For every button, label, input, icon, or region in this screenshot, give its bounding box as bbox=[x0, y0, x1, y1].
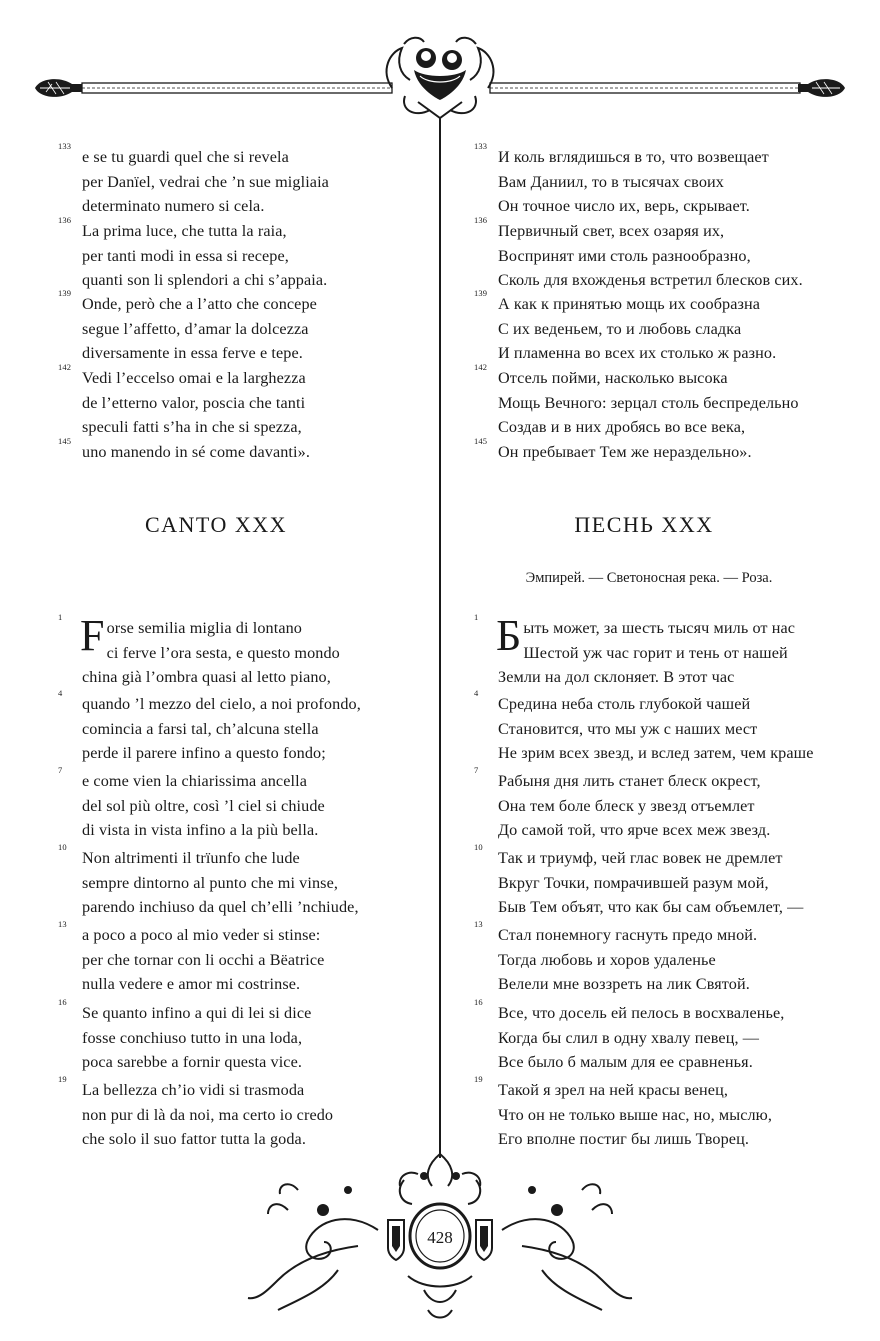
verse-line: 136 Первичный свет, всех озаряя их, bbox=[474, 215, 725, 240]
drop-cap: Б bbox=[496, 611, 522, 660]
line-number: 1 bbox=[58, 612, 63, 622]
verse-line: До самой той, что ярче всех меж звезд. bbox=[498, 821, 771, 840]
verse-line: 1 Б ыть может, за шесть тысяч миль от нас bbox=[474, 611, 796, 660]
verse-line: Вам Даниил, то в тысячах своих bbox=[498, 172, 724, 191]
verse-line: comincia a farsi tal, ch’alcuna stella bbox=[82, 719, 319, 738]
verse-line: Велели мне воззреть на лик Святой. bbox=[498, 975, 750, 994]
verse-line: Что он не только выше нас, но, мыслю, bbox=[498, 1105, 773, 1124]
verse-line: sempre dintorno al punto che mi vinse, bbox=[82, 873, 339, 892]
verse-line: 1 F orse semilia miglia di lontano bbox=[58, 611, 302, 660]
stanza-139 bbox=[58, 288, 408, 366]
stanza-10 bbox=[58, 842, 408, 920]
rope-right bbox=[490, 83, 800, 93]
verse-line: che solo il suo fattor tutta la goda. bbox=[82, 1130, 306, 1149]
right-finial-icon bbox=[798, 79, 845, 97]
line-number: 136 bbox=[58, 215, 72, 225]
verse-line: 4 quando ’l mezzo del cielo, a noi profondo, bbox=[58, 688, 361, 713]
line-number: 4 bbox=[474, 688, 479, 698]
verse-line: Мощь Вечного: зерцал столь беспредельно bbox=[498, 393, 799, 412]
verse-line: 10 Non altrimenti il trïunfo che lude bbox=[58, 842, 300, 867]
rope-left bbox=[82, 83, 392, 93]
verse-line: determinato numero si cela. bbox=[82, 197, 265, 216]
verse-line: 145 Он пребывает Тем же нераздельно». bbox=[474, 436, 752, 461]
line-number: 133 bbox=[474, 141, 488, 151]
verse-line: Вкруг Точки, помрачившей разум мой, bbox=[498, 873, 769, 892]
line-number: 19 bbox=[58, 1074, 67, 1084]
verse-line: 139 Onde, però che a l’atto che concepe bbox=[58, 288, 317, 313]
stanza-4 bbox=[474, 688, 824, 766]
verse-line: 19 Такой я зрел на ней красы венец, bbox=[474, 1074, 728, 1099]
stanza-19 bbox=[58, 1074, 408, 1152]
center-divider bbox=[438, 118, 442, 1158]
verse-line: per che tornar con li occhi a Bëatrice bbox=[82, 950, 325, 969]
verse-line: non pur di là da noi, ma certo io credo bbox=[82, 1105, 334, 1124]
stanza-4 bbox=[58, 688, 408, 766]
verse-line: 142 Vedi l’eccelso omai e la larghezza bbox=[58, 362, 306, 387]
verse-line: 7 Рабыня дня лить станет блеск окрест, bbox=[474, 765, 761, 790]
line-number: 133 bbox=[58, 141, 72, 151]
line-number: 142 bbox=[474, 362, 488, 372]
verse-line: Он точное число их, верь, скрывает. bbox=[498, 197, 750, 216]
stanza-142 bbox=[474, 362, 824, 440]
line-number: 16 bbox=[58, 997, 67, 1007]
verse-line: 13 a poco a poco al mio veder si stinse: bbox=[58, 919, 321, 944]
line-number: 16 bbox=[474, 997, 483, 1007]
verse-line: 10 Так и триумф, чей глас вовек не дремлет bbox=[474, 842, 783, 867]
verse-line: 16 Se quanto infino a qui di lei si dice bbox=[58, 997, 312, 1022]
verse-line: del sol più oltre, così ’l ciel si chiude bbox=[82, 796, 325, 815]
page-number: 428 bbox=[427, 1228, 453, 1247]
verse-line: quanti son li splendori a chi s’appaia. bbox=[82, 271, 328, 290]
stanza-13 bbox=[474, 919, 824, 997]
verse-line: Становится, что мы уж с наших мест bbox=[498, 719, 758, 738]
line-number: 13 bbox=[58, 919, 67, 929]
line-number: 139 bbox=[58, 288, 72, 298]
line-number: 4 bbox=[58, 688, 63, 698]
stanza-133 bbox=[58, 141, 408, 219]
line-number: 142 bbox=[58, 362, 72, 372]
verse-line: 142 Отсель пойми, насколько высока bbox=[474, 362, 728, 387]
stanza-142 bbox=[58, 362, 408, 440]
verse-line: Сколь для вхожденья встретил блесков сих. bbox=[498, 271, 803, 290]
line-number: 13 bbox=[474, 919, 483, 929]
line-number: 1 bbox=[474, 612, 479, 622]
verse-line: Быв Тем объят, что как бы сам объемлет, — bbox=[498, 898, 804, 917]
verse-line: perde il parere infino a questo fondo; bbox=[82, 744, 326, 763]
verse-line: 145 uno manendo in sé come davanti». bbox=[58, 436, 310, 461]
canto-title: ПЕСНЬ XXX bbox=[574, 512, 714, 537]
line-number: 139 bbox=[474, 288, 488, 298]
line-number: 145 bbox=[474, 436, 488, 446]
stanza-1 bbox=[474, 611, 824, 690]
verse-line: Его вполне постиг бы лишь Творец. bbox=[498, 1130, 749, 1149]
verse-line: Все было б малым для ее сравненья. bbox=[498, 1053, 753, 1072]
verse-line: ci ferve l’ora sesta, e questo mondo bbox=[106, 643, 340, 662]
verse-line: Земли на дол склоняет. В этот час bbox=[498, 668, 735, 687]
stanza-10 bbox=[474, 842, 824, 920]
verse-line: Не зрим всех звезд, и вслед затем, чем краше bbox=[498, 744, 814, 763]
line-number: 10 bbox=[58, 842, 67, 852]
verse-line: speculi fatti s’ha in che si spezza, bbox=[82, 418, 302, 437]
stanza-136 bbox=[58, 215, 408, 293]
verse-line: Тогда любовь и хоров удаленье bbox=[498, 950, 716, 969]
stanza-13 bbox=[58, 919, 408, 997]
stanza-16 bbox=[474, 997, 824, 1075]
line-number: 10 bbox=[474, 842, 483, 852]
verse-line: 19 La bellezza ch’io vidi si trasmoda bbox=[58, 1074, 305, 1099]
verse-line: poca sarebbe a fornir questa vice. bbox=[82, 1053, 303, 1072]
stanza-145 bbox=[474, 436, 824, 465]
verse-line: 136 La prima luce, che tutta la raia, bbox=[58, 215, 287, 240]
stanza-19 bbox=[474, 1074, 824, 1152]
line-number: 19 bbox=[474, 1074, 483, 1084]
drop-cap: F bbox=[80, 611, 105, 660]
stanza-16 bbox=[58, 997, 408, 1075]
canto-argument: Эмпирей. — Светоносная река. — Роза. bbox=[525, 570, 773, 586]
verse-line: 13 Стал понемногу гаснуть предо мной. bbox=[474, 919, 758, 944]
verse-line: С их веденьем, то и любовь сладка bbox=[498, 319, 742, 338]
verse-line: 7 e come vien la chiarissima ancella bbox=[58, 765, 307, 790]
verse-line: di vista in vista infino a la più bella. bbox=[82, 821, 319, 840]
verse-line: Она тем боле блеск у звезд отъемлет bbox=[498, 796, 755, 815]
stanza-145 bbox=[58, 436, 408, 465]
stanza-1 bbox=[58, 611, 408, 690]
verse-line: per tanti modi in essa si recepe, bbox=[82, 246, 289, 265]
verse-line: nulla vedere e amor mi costrinse. bbox=[82, 975, 301, 994]
verse-line: china già l’ombra quasi al letto piano, bbox=[82, 668, 331, 687]
verse-line: Шестой уж час горит и тень от нашей bbox=[523, 643, 788, 662]
line-number: 145 bbox=[58, 436, 72, 446]
verse-line: diversamente in essa ferve e tepe. bbox=[82, 344, 303, 363]
verse-line: per Danïel, vedrai che ’n sue migliaia bbox=[82, 172, 329, 191]
verse-line: 133 И коль вглядишься в то, что возвещает bbox=[474, 141, 769, 166]
verse-line: Воспринят ими столь разнообразно, bbox=[498, 246, 751, 265]
stanza-136 bbox=[474, 215, 824, 293]
verse-line: 133 e se tu guardi quel che si revela bbox=[58, 141, 289, 166]
stanza-133 bbox=[474, 141, 824, 219]
left-finial-icon bbox=[35, 79, 82, 97]
verse-line: 16 Все, что досель ей пелось в восхваленье, bbox=[474, 997, 785, 1022]
verse-line: Создав и в них дробясь во все века, bbox=[498, 418, 746, 437]
verse-line: 139 А как к принятью мощь их сообразна bbox=[474, 288, 761, 313]
line-number: 7 bbox=[58, 765, 63, 775]
verse-line: 4 Средина неба столь глубокой чашей bbox=[474, 688, 751, 713]
verse-line: de l’etterno valor, poscia che tanti bbox=[82, 393, 306, 412]
verse-line: segue l’affetto, d’amar la dolcezza bbox=[82, 319, 309, 338]
stanza-7 bbox=[474, 765, 824, 843]
canto-title: CANTO XXX bbox=[144, 512, 288, 537]
verse-line: parendo inchiuso da quel ch’elli ’nchiude, bbox=[82, 898, 359, 917]
line-number: 136 bbox=[474, 215, 488, 225]
line-number: 7 bbox=[474, 765, 479, 775]
verse-line: fosse conchiuso tutto in una loda, bbox=[82, 1028, 303, 1047]
verse-line: И пламенна во всех их столько ж разно. bbox=[498, 344, 777, 363]
stanza-139 bbox=[474, 288, 824, 366]
stanza-7 bbox=[58, 765, 408, 843]
cherubs-medallion-icon bbox=[387, 38, 494, 118]
verse-line: Когда бы слил в одну хвалу певец, — bbox=[498, 1028, 760, 1047]
